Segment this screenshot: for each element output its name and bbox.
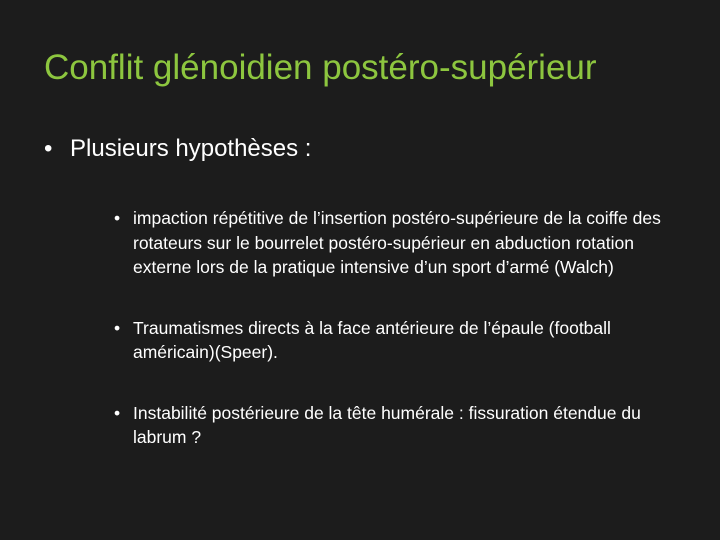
bullet-icon: •: [114, 208, 121, 228]
sub-bullet-text: Traumatismes directs à la face antérieure de l’épaule (football américain)(Speer).: [133, 317, 611, 362]
sub-bullet-item: [114, 316, 674, 365]
bullet-icon: •: [114, 317, 121, 338]
main-bullet-text: Plusieurs hypothèses :: [70, 135, 312, 162]
main-bullet: [44, 134, 684, 164]
sub-bullet-text: Instabilité postérieure de la tête humérale : fissuration étendue du labrum ?: [133, 402, 641, 447]
sub-bullet-text: impaction répétitive de l’insertion postéro-supérieure de la coiffe des rotateurs sur le bourrelet postéro-supérieur en abduction rotation externe lors de la pratique intensive d’un sport d’armé (Walch): [133, 208, 661, 277]
bullet-icon: •: [44, 135, 53, 162]
bullet-icon: •: [114, 402, 121, 423]
sub-bullet-list: [114, 206, 674, 450]
slide-title: Conflit glénoidien postéro-supérieur: [44, 48, 597, 87]
sub-bullet-item: [114, 401, 674, 450]
sub-bullet-item: [114, 206, 674, 280]
